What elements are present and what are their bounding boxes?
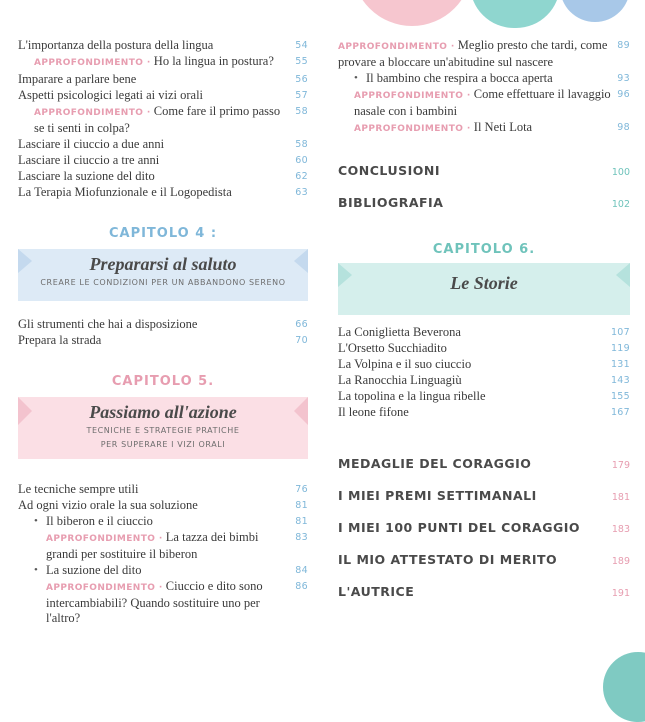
toc-entry-page: 76	[295, 484, 308, 495]
chapter-6-title: Le Storie	[450, 273, 518, 293]
toc-right-column	[338, 38, 630, 599]
chapter-4-banner-text	[24, 254, 302, 288]
toc-entry[interactable]	[18, 137, 308, 152]
toc-entry-label: La topolina e la lingua ribelle	[338, 389, 486, 403]
toc-section-label: L'AUTRICE	[338, 584, 415, 599]
toc-entry-label: La Terapia Miofunzionale e il Logopedista	[18, 185, 232, 199]
chapter-5-number: CAPITOLO 5.	[111, 374, 215, 389]
toc-section-page: 100	[611, 167, 630, 178]
toc-entry[interactable]	[18, 104, 308, 136]
toc-entry-page: 58	[295, 106, 308, 117]
toc-entry-page: 81	[295, 516, 308, 527]
chapter-5-banner	[18, 393, 308, 464]
toc-entry[interactable]	[18, 514, 308, 529]
chapter-6-banner-text	[344, 273, 624, 293]
toc-entry[interactable]	[18, 530, 308, 562]
toc-entry-page: 55	[295, 56, 308, 67]
toc-entry-label	[18, 104, 295, 136]
toc-section-label: IL MIO ATTESTATO DI MERITO	[338, 552, 558, 567]
toc-section-label: I MIEI 100 PUNTI DEL CORAGGIO	[338, 520, 581, 535]
toc-entry-page: 84	[295, 565, 308, 576]
toc-entry-label: Prepara la strada	[18, 333, 102, 347]
toc-entry-label	[338, 71, 559, 86]
toc-entry[interactable]	[18, 482, 308, 497]
toc-entry[interactable]	[18, 38, 308, 53]
bullet-icon: •	[34, 515, 38, 527]
toc-entry[interactable]	[338, 373, 630, 388]
toc-entry-page: 155	[610, 391, 630, 402]
toc-entry[interactable]	[338, 71, 630, 86]
toc-entry[interactable]	[338, 325, 630, 340]
toc-section-label: CONCLUSIONI	[338, 163, 440, 178]
toc-entry-label	[18, 54, 280, 71]
toc-entry-label: Lasciare il ciuccio a tre anni	[18, 153, 160, 167]
toc-entry-text: Il bambino che respira a bocca aperta	[366, 71, 553, 85]
toc-entry-label: Il leone fifone	[338, 405, 409, 419]
toc-entry[interactable]	[18, 88, 308, 103]
approfondimento-label: APPROFONDIMENTO ·	[34, 108, 151, 118]
toc-section-page: 191	[611, 588, 630, 599]
toc-group-stories	[338, 325, 630, 420]
toc-entry-label: Aspetti psicologici legati ai vizi orali	[18, 88, 204, 102]
toc-entry-text: Come fare il primo passo se ti senti in colpa?	[34, 104, 281, 135]
toc-entry-label: Lasciare il ciuccio a due anni	[18, 137, 165, 151]
chapter-4-banner	[18, 245, 308, 299]
toc-section-page: 102	[611, 199, 630, 210]
toc-entry-text: Ciuccio e dito sono intercambiabili? Quando sostituire uno per l'altro?	[46, 579, 263, 625]
toc-group-chapter4	[18, 317, 308, 348]
chapter-4-title: Prepararsi al saluto	[89, 254, 237, 274]
chapter-4-header	[18, 226, 308, 299]
toc-section[interactable]	[338, 195, 630, 210]
toc-entry-page: 86	[295, 581, 308, 592]
toc-group-appendix	[338, 456, 630, 599]
toc-entry-page: 131	[610, 359, 630, 370]
approfondimento-label: APPROFONDIMENTO ·	[354, 124, 471, 134]
toc-entry-label	[338, 87, 617, 119]
toc-entry-label	[18, 563, 147, 578]
toc-entry[interactable]	[18, 153, 308, 168]
toc-entry[interactable]	[18, 317, 308, 332]
toc-entry-label	[18, 530, 295, 562]
toc-entry-label: Gli strumenti che hai a disposizione	[18, 317, 198, 331]
toc-section-page: 189	[611, 556, 630, 567]
toc-entry[interactable]	[338, 87, 630, 119]
chapter-6-banner	[338, 261, 630, 307]
approfondimento-label: APPROFONDIMENTO ·	[354, 91, 471, 101]
approfondimento-label: APPROFONDIMENTO ·	[34, 58, 151, 68]
toc-section[interactable]	[338, 520, 630, 535]
toc-group-right-top	[338, 38, 630, 137]
decorative-blob-corner	[603, 652, 645, 722]
toc-section-label: MEDAGLIE DEL CORAGGIO	[338, 456, 532, 471]
toc-entry-page: 167	[610, 407, 630, 418]
toc-entry-page: 143	[610, 375, 630, 386]
toc-entry[interactable]	[18, 498, 308, 513]
toc-section-label: BIBLIOGRAFIA	[338, 195, 444, 210]
toc-entry-page: 63	[295, 187, 308, 198]
toc-entry[interactable]	[338, 341, 630, 356]
toc-entry[interactable]	[338, 405, 630, 420]
chapter-4-subtitle: CREARE LE CONDIZIONI PER UN ABBANDONO SERENO	[40, 278, 286, 287]
toc-entry-text: Ho la lingua in postura?	[153, 54, 274, 68]
toc-entry-page: 96	[617, 89, 630, 100]
toc-entry[interactable]	[18, 185, 308, 200]
toc-left-column	[18, 38, 308, 627]
toc-entry-text: Come effettuare il lavaggio nasale con i bambini	[354, 87, 611, 118]
toc-entry[interactable]	[18, 333, 308, 348]
chapter-5-header	[18, 374, 308, 464]
toc-entry-page: 107	[610, 327, 630, 338]
toc-entry[interactable]	[18, 169, 308, 184]
toc-entry-page: 89	[617, 40, 630, 51]
toc-entry-page: 54	[295, 40, 308, 51]
toc-group-top	[18, 38, 308, 200]
toc-entry-page: 98	[617, 122, 630, 133]
chapter-6-number: CAPITOLO 6.	[432, 242, 536, 257]
toc-entry[interactable]	[18, 72, 308, 87]
toc-section[interactable]	[338, 552, 630, 567]
toc-section-page: 181	[611, 492, 630, 503]
toc-entry[interactable]	[18, 579, 308, 626]
approfondimento-label: APPROFONDIMENTO ·	[46, 534, 163, 544]
toc-section-label: I MIEI PREMI SETTIMANALI	[338, 488, 537, 503]
toc-entry-label	[338, 120, 538, 137]
toc-entry[interactable]	[338, 389, 630, 404]
toc-entry-label: Imparare a parlare bene	[18, 72, 137, 86]
toc-entry-page: 83	[295, 532, 308, 543]
toc-entry-page: 56	[295, 74, 308, 85]
toc-entry-page: 57	[295, 90, 308, 101]
toc-entry-label	[18, 514, 159, 529]
toc-entry-label: La Coniglietta Beverona	[338, 325, 461, 339]
decorative-blob-teal	[470, 0, 560, 28]
toc-group-chapter5	[18, 482, 308, 626]
chapter-5-title: Passiamo all'azione	[89, 402, 237, 422]
toc-entry-page: 66	[295, 319, 308, 330]
toc-entry[interactable]	[338, 38, 630, 70]
toc-entry-page: 60	[295, 155, 308, 166]
toc-section-page: 183	[611, 524, 630, 535]
toc-section[interactable]	[338, 456, 630, 471]
toc-entry-page: 70	[295, 335, 308, 346]
toc-entry-label: Lasciare la suzione del dito	[18, 169, 155, 183]
toc-entry-label	[18, 579, 295, 626]
toc-entry-text: Il Neti Lota	[473, 120, 533, 134]
toc-entry-page: 58	[295, 139, 308, 150]
approfondimento-label: APPROFONDIMENTO ·	[338, 42, 455, 52]
approfondimento-label: APPROFONDIMENTO ·	[46, 583, 163, 593]
toc-entry-page: 62	[295, 171, 308, 182]
toc-section-page: 179	[611, 460, 630, 471]
decorative-blob-pink	[352, 0, 472, 26]
chapter-5-subtitle-line2: PER SUPERARE I VIZI ORALI	[100, 440, 226, 449]
toc-section[interactable]	[338, 584, 630, 599]
toc-entry-label	[338, 38, 617, 70]
toc-entry-text: Il biberon e il ciuccio	[46, 514, 153, 528]
chapter-4-number: CAPITOLO 4 :	[108, 226, 218, 241]
toc-entry-page: 119	[610, 343, 630, 354]
toc-entry-label: L'Orsetto Succhiadito	[338, 341, 447, 355]
toc-section[interactable]	[338, 163, 630, 178]
toc-entry-label: Ad ogni vizio orale la sua soluzione	[18, 498, 198, 512]
chapter-5-subtitle-line1: TECNICHE E STRATEGIE PRATICHE	[86, 426, 240, 435]
toc-entry-label: L'importanza della postura della lingua	[18, 38, 214, 52]
chapter-5-banner-text	[24, 402, 302, 450]
toc-entry-page: 93	[617, 73, 630, 84]
toc-entry-text: La suzione del dito	[46, 563, 142, 577]
toc-entry-label: Le tecniche sempre utili	[18, 482, 139, 496]
toc-section[interactable]	[338, 488, 630, 503]
toc-entry[interactable]	[18, 563, 308, 578]
bullet-icon: •	[354, 72, 358, 84]
bullet-icon: •	[34, 564, 38, 576]
toc-entry-text: La tazza dei bimbi grandi per sostituire il biberon	[46, 530, 259, 561]
decorative-blob-blue	[560, 0, 630, 22]
toc-entry[interactable]	[18, 54, 308, 71]
toc-entry[interactable]	[338, 357, 630, 372]
toc-entry-page: 81	[295, 500, 308, 511]
toc-entry-text: Meglio presto che tardi, come provare a bloccare un'abitudine sul nascere	[338, 38, 608, 69]
toc-entry[interactable]	[338, 120, 630, 137]
toc-entry-label: La Volpina e il suo ciuccio	[338, 357, 472, 371]
chapter-6-header	[338, 242, 630, 307]
toc-entry-label: La Ranocchia Linguagiù	[338, 373, 462, 387]
